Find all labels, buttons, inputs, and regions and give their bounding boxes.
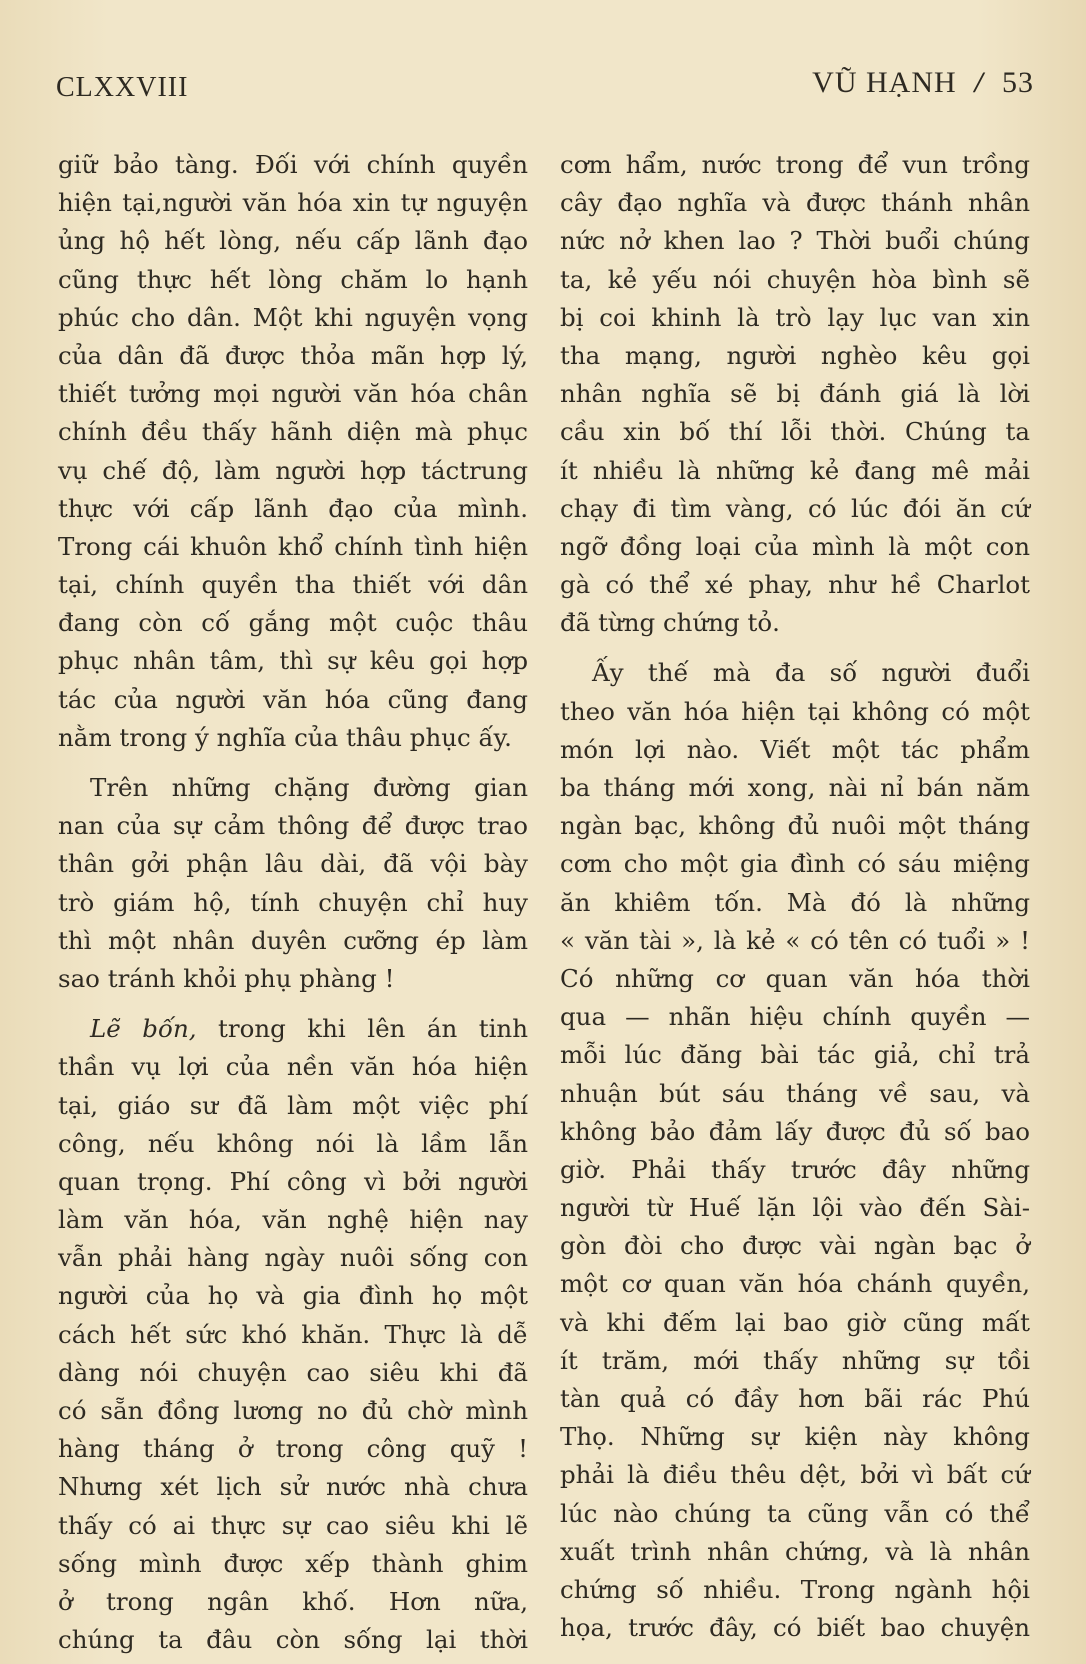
- text-line: dàng nói chuyện cao siêu khi đã: [58, 1357, 528, 1387]
- author-name: VŨ HẠNH: [812, 66, 957, 99]
- text-line: ít trăm, mới thấy những sự tồi: [560, 1345, 1030, 1375]
- text-line: một cơ quan văn hóa chánh quyền,: [560, 1269, 1030, 1299]
- text-line: giờ. Phải thấy trước đây những: [560, 1154, 1030, 1184]
- text-line: vẫn phải hàng ngày nuôi sống con: [58, 1243, 528, 1273]
- text-line: quan trọng. Phí công vì bởi người: [58, 1166, 528, 1196]
- text-line: Có những cơ quan văn hóa thời: [560, 963, 1030, 993]
- left-paragraph-1: [58, 146, 528, 757]
- text-line: đã từng chứng tỏ.: [560, 608, 780, 638]
- text-line: ba tháng mới xong, nài nỉ bán năm: [560, 773, 1030, 802]
- text-line: và khi đếm lại bao giờ cũng mất: [560, 1307, 1030, 1337]
- text-line: qua — nhãn hiệu chính quyền —: [560, 1002, 1030, 1032]
- left-paragraph-2: [58, 769, 528, 998]
- text-line: thiết tưởng mọi người văn hóa chân: [58, 379, 528, 409]
- text-line: Nhưng xét lịch sử nước nhà chưa: [58, 1472, 528, 1502]
- text-line: ăn khiêm tốn. Mà đó là những: [560, 887, 1030, 917]
- text-line: trong khi lên án tinh: [196, 1014, 528, 1044]
- text-line: giữ bảo tàng. Đối với chính quyền: [58, 150, 528, 179]
- text-line: mỗi lúc đăng bài tác giả, chỉ trả: [560, 1040, 1030, 1070]
- text-line: cầu xin bố thí lỗi thời. Chúng ta: [560, 417, 1030, 447]
- text-line: ở trong ngân khố. Hơn nữa,: [58, 1586, 528, 1616]
- header-separator: /: [974, 66, 984, 99]
- text-line: cách hết sức khó khăn. Thực là dễ: [58, 1319, 528, 1349]
- text-line: nằm trong ý nghĩa của thâu phục ấy.: [58, 722, 512, 752]
- text-line: làm văn hóa, văn nghệ hiện nay: [58, 1205, 528, 1235]
- text-line: phúc cho dân. Một khi nguyện vọng: [58, 302, 528, 332]
- text-line: thấy có ai thực sự cao siêu khi lẽ: [58, 1510, 528, 1540]
- text-line: ủng hộ hết lòng, nếu cấp lãnh đạo: [58, 226, 528, 256]
- text-line: vụ chế độ, làm người hợp táctrung: [58, 455, 528, 485]
- text-line: không bảo đảm lấy được đủ số bao: [560, 1116, 1030, 1146]
- text-line: gòn đòi cho được vài ngàn bạc ở: [560, 1231, 1030, 1261]
- text-line: tại, giáo sư đã làm một việc phí: [58, 1090, 528, 1120]
- text-line: tàn quả có đầy hơn bãi rác Phú: [560, 1384, 1030, 1413]
- text-line: nức nở khen lao ? Thời buổi chúng: [560, 226, 1030, 256]
- text-line: sống mình được xếp thành ghim: [58, 1548, 528, 1578]
- text-line: xuất trình nhân chứng, và là nhân: [560, 1536, 1030, 1566]
- text-line: phải là điều thêu dệt, bởi vì bất cứ: [560, 1460, 1030, 1490]
- running-header: [812, 66, 1034, 100]
- text-line: trò giám hộ, tính chuyện chỉ huy: [58, 887, 528, 917]
- text-line: ngàn bạc, không đủ nuôi một tháng: [560, 811, 1030, 841]
- text-line: thân gởi phận lâu dài, đã vội bày: [58, 849, 528, 879]
- text-line: ít nhiều là những kẻ đang mê mải: [560, 455, 1030, 485]
- right-paragraph-2: [560, 654, 1030, 1647]
- text-line: công, nếu không nói là lầm lẫn: [58, 1128, 528, 1158]
- left-paragraph-3-first-line: [58, 1010, 528, 1048]
- left-paragraph-3: [58, 1048, 528, 1659]
- right-paragraph-1: [560, 146, 1030, 642]
- text-line: gà có thể xé phay, như hề Charlot: [560, 570, 1030, 600]
- text-line: hàng tháng ở trong công quỹ !: [58, 1434, 528, 1464]
- text-line: cơm hẩm, nước trong để vun trồng: [560, 150, 1030, 179]
- text-line: người từ Huế lặn lội vào đến Sài-: [560, 1193, 1030, 1223]
- text-line: đang còn cố gắng một cuộc thâu: [58, 608, 528, 638]
- text-line: tha mạng, người nghèo kêu gọi: [560, 340, 1030, 370]
- text-line: cơm cho một gia đình có sáu miệng: [560, 849, 1030, 879]
- text-line: họa, trước đây, có biết bao chuyện: [560, 1613, 1030, 1643]
- text-line: chính đều thấy hãnh diện mà phục: [58, 417, 528, 447]
- text-line: « văn tài », là kẻ « có tên có tuổi » !: [560, 925, 1030, 955]
- text-line: sao tránh khỏi phụ phàng !: [58, 963, 395, 993]
- text-line: phục nhân tâm, thì sự kêu gọi hợp: [58, 646, 528, 676]
- text-line: thần vụ lợi của nền văn hóa hiện: [58, 1052, 528, 1082]
- text-line: hiện tại,người văn hóa xin tự nguyện: [58, 188, 528, 218]
- text-line: cây đạo nghĩa và được thánh nhân: [560, 188, 1030, 218]
- text-line: tác của người văn hóa cũng đang: [58, 684, 528, 714]
- text-line: người của họ và gia đình họ một: [58, 1281, 528, 1311]
- text-line: của dân đã được thỏa mãn hợp lý,: [58, 340, 528, 370]
- text-line: nhuận bút sáu tháng về sau, và: [560, 1078, 1030, 1108]
- text-line: theo văn hóa hiện tại không có một: [560, 696, 1030, 726]
- left-column: [58, 146, 528, 1659]
- text-line: Thọ. Những sự kiện này không: [560, 1422, 1030, 1452]
- page-number: 53: [1002, 66, 1034, 99]
- text-line: lúc nào chúng ta cũng vẫn có thể: [560, 1498, 1030, 1528]
- text-line: thì một nhân duyên cưỡng ép làm: [58, 925, 528, 955]
- text-line: Trong cái khuôn khổ chính tình hiện: [58, 531, 528, 561]
- text-line: Ấy thế mà đa số người đuổi: [592, 658, 1030, 688]
- text-line: có sẵn đồng lương no đủ chờ mình: [58, 1396, 528, 1425]
- right-column: [560, 146, 1030, 1647]
- text-line: tại, chính quyền tha thiết với dân: [58, 570, 528, 600]
- text-line: món lợi nào. Viết một tác phẩm: [560, 734, 1030, 764]
- text-line: thực với cấp lãnh đạo của mình.: [58, 493, 528, 523]
- emphasized-lead: Lẽ bốn,: [90, 1014, 197, 1044]
- text-line: nan của sự cảm thông để được trao: [58, 811, 528, 841]
- text-line: nhân nghĩa sẽ bị đánh giá là lời: [560, 379, 1030, 409]
- text-line: Trên những chặng đường gian: [90, 773, 528, 802]
- text-line: chạy đi tìm vàng, có lúc đói ăn cứ: [560, 493, 1030, 523]
- text-line: ta, kẻ yếu nói chuyện hòa bình sẽ: [560, 264, 1030, 294]
- text-line: chứng số nhiều. Trong ngành hội: [560, 1574, 1030, 1604]
- chapter-roman-numeral: CLXXVIII: [56, 72, 189, 103]
- text-line: cũng thực hết lòng chăm lo hạnh: [58, 264, 528, 294]
- text-line: ngỡ đồng loại của mình là một con: [560, 531, 1030, 561]
- text-line: chúng ta đâu còn sống lại thời: [58, 1625, 528, 1655]
- text-line: bị coi khinh là trò lạy lục van xin: [560, 302, 1030, 332]
